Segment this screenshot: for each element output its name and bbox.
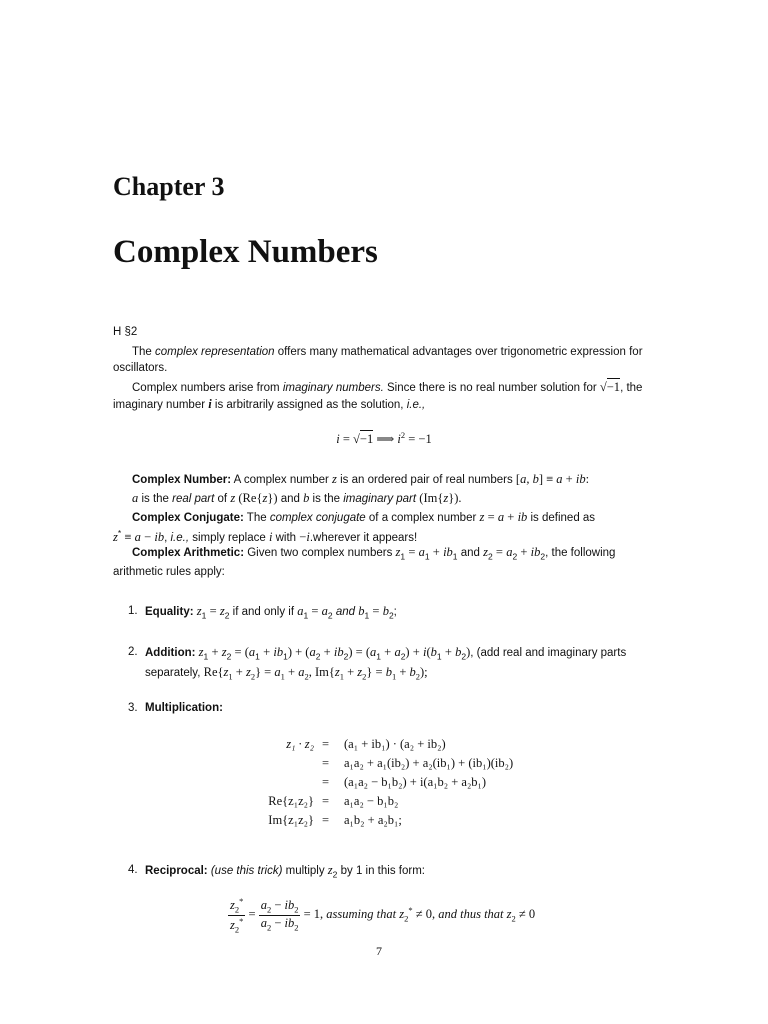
list-number-4: 4. — [128, 864, 138, 876]
display-equation-i: i = √−1 ⟹ $i^2 = -1$ — [336, 430, 432, 447]
page-number: 7 — [376, 944, 382, 958]
intro-paragraph-2: Complex numbers arise from imaginary numbers. Since there is no real number solution for √−1, the imaginary number i is arbitrarily assigned as the solution, i.e., — [113, 380, 643, 411]
list-item-multiplication: Multiplication: — [145, 702, 223, 714]
complex-number-definition: Complex Number: A complex number z is an ordered pair of real numbers [a, b] ≡ a + ib: — [132, 472, 590, 486]
chapter-label: Chapter 3 — [113, 172, 225, 201]
list-item-equality: Equality: $z_1 = z_2$ if and only if $a_1 = a_2$ and $b_1 = b_2$; — [145, 604, 397, 621]
list-item-addition: Addition: $z_1 + z_2 = (a_1 + ib_1) + (a_2 + ib_2) = (a_1 + a_2) + i(b_1 + b_2)$, (add real and imaginary parts separately, $Re\{z_1 + z_2\} = a_1 + a_2$, $Im\{z_1 + z_2\} = b_1 + b_2$); — [145, 645, 627, 682]
list-item-reciprocal: Reciprocal: (use this trick) multiply $z_2$ by 1 in this form: — [145, 863, 425, 880]
list-number-3: 3. — [128, 702, 138, 714]
fraction-conjugate-ratio: $\frac{z_2^*}{z_2^*}$ — [230, 896, 244, 935]
list-number-2: 2. — [128, 646, 138, 658]
document-page: Chapter 3 Complex Numbers H §2 The complex representation offers many mathematical advantages over trigonometric expression for oscillators. Complex numbers arise from imaginary numbers. Since there is no real number solution for √−1, the imaginary number i is arbitrarily assigned as the solution, i.e., i = √−1 ⟹ $i^2 = -1$ Complex Number: A complex number z is an ordered pair of real numbers [a, b] ≡ a + ib: a is the real part of z (Re{z}) and b is the imaginary part (Im{z}). Complex Conjugate: The complex conjugate of a complex number z = a + ib is defined as z* ≡ a − ib, i.e., simply replace i with −i.wherever it appears! Complex Arithmetic: Given two complex numbers $z_1 = a_1 + ib_1$ and $z_2 = a_2 + ib_2$, the following arithmetic rules apply: 1. Equality: $z_1 = z_2$ if and only if $a_1 = a_2$ and $b_1 = b_2$; 2. Addition: $z_1 + z_2 = (a_1 + ib_1) + (a_2 + ib_2) = (a_1 + a_2) + i(b_1 + b_2)$, (add real and imaginary parts separately, $Re\{z_1 + z_2\} = a_1 + a_2$, $Im\{z_1 + z_2\} = b_1 + b_2$); 3. Multiplication: z₁ · z₂ = (a₁ + ib₁) · (a₂ + ib₂) = a₁a₂ + a₁(ib₂) + a₂(ib₁) + (ib₁)(ib₂) = (a₁a₂ − b₁b₂) + i(a₁b₂ + a₂b₁) Re{z₁z₂} = a₁a₂ − b₁b₂ Im{z₁z₂} = a₁b₂ + a₂b₁; 4. Reciprocal: (use this trick) multiply $z_2$ by 1 in this form: $\frac{z_2^*}{z_2^*}$ = $\frac{a_2 - ib_2}{a_2 - ib_2}$ = 1, assuming that $z_2^* \ne 0$, and thus that $z_2 \ne 0$ 7 — [0, 0, 768, 1024]
complex-conjugate-definition: Complex Conjugate: The complex conjugate of a complex number z = a + ib is defined as — [132, 510, 596, 524]
intro-paragraph-1: The complex representation offers many mathematical advantages over trigonometric expression for oscillators. — [113, 346, 643, 374]
real-imag-part-line: a is the real part of z (Re{z}) and b is the imaginary part (Im{z}). — [132, 491, 462, 505]
chapter-title: Complex Numbers — [113, 234, 378, 270]
list-number-1: 1. — [128, 605, 138, 617]
reciprocal-equation: $\frac{z_2^*}{z_2^*}$ = $\frac{a_2 - ib_2}{a_2 - ib_2}$ = 1, assuming that $z_2^* \ne 0$, and thus that $z_2 \ne 0$ — [230, 896, 536, 935]
section-reference: H §2 — [113, 326, 138, 338]
complex-arithmetic-intro: Complex Arithmetic: Given two complex numbers $z_1 = a_1 + ib_1$ and $z_2 = a_2 + ib_2$, the following arithmetic rules apply: — [113, 545, 616, 579]
conjugate-line-2: z* ≡ a − ib, i.e., simply replace i with −i.wherever it appears! — [113, 528, 418, 544]
fraction-a-minus-ib: $\frac{a_2 - ib_2}{a_2 - ib_2}$ — [260, 898, 299, 933]
